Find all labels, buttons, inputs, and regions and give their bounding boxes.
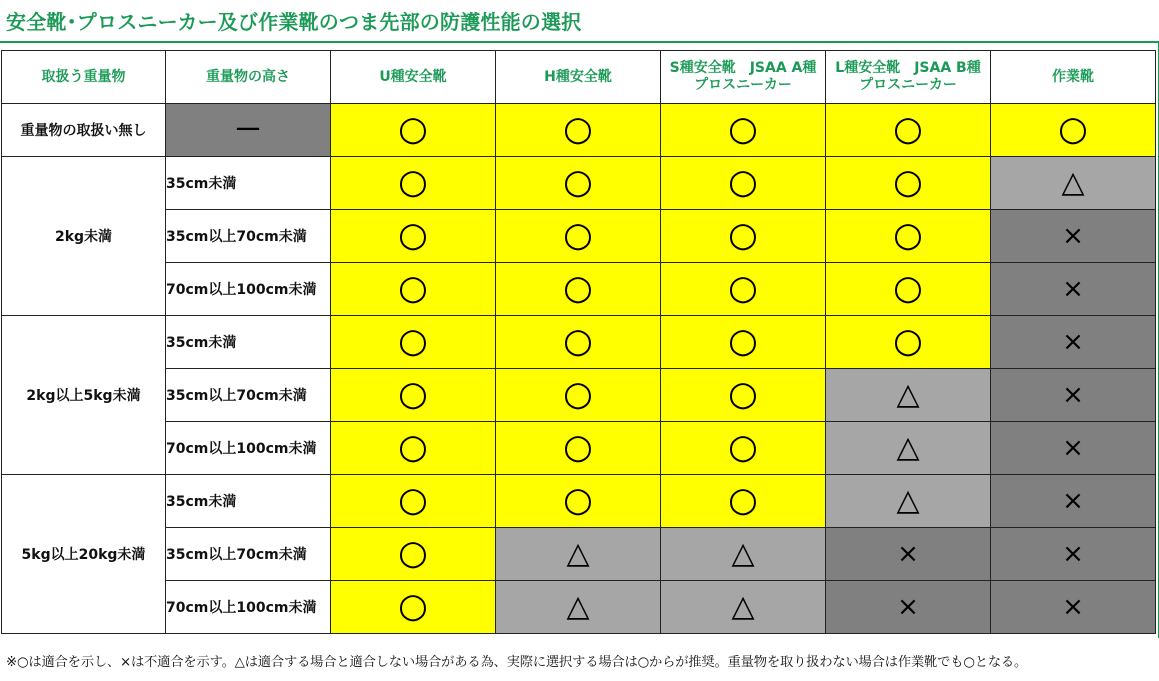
rating-cell <box>661 422 826 475</box>
unsuitable-mark: × <box>1062 221 1084 251</box>
suitable-mark: ○ <box>728 162 758 202</box>
suitable-mark: ○ <box>728 215 758 255</box>
rating-cell <box>661 263 826 316</box>
table-row <box>2 157 1156 210</box>
row-label-under-2kg: 2kg未満 <box>2 157 166 316</box>
header-l-type-line1: L種安全靴 JSAA B種 <box>835 60 981 76</box>
header-h-type: H種安全靴 <box>496 51 661 104</box>
suitable-mark: ○ <box>893 162 923 202</box>
unsuitable-mark: × <box>1062 486 1084 516</box>
rating-cell <box>826 422 991 475</box>
height-label: 70cm以上100cm未満 <box>166 422 331 475</box>
suitable-mark: ○ <box>398 109 428 149</box>
rating-cell <box>331 369 496 422</box>
rating-cell <box>496 104 661 157</box>
rating-cell <box>331 475 496 528</box>
rating-cell <box>826 528 991 581</box>
unsuitable-mark: × <box>1062 327 1084 357</box>
rating-cell <box>331 157 496 210</box>
header-weight: 取扱う重量物 <box>2 51 166 104</box>
header-s-type-line2: プロスニーカー <box>694 77 792 93</box>
rating-cell <box>991 581 1156 634</box>
rating-cell <box>496 210 661 263</box>
header-s-type-line1: S種安全靴 JSAA A種 <box>669 60 817 76</box>
rating-cell <box>991 157 1156 210</box>
suitable-mark: ○ <box>728 268 758 308</box>
rating-cell <box>496 581 661 634</box>
conditional-mark: △ <box>731 536 755 571</box>
page-title: 安全靴･プロスニーカー及び作業靴のつま先部の防護性能の選択 <box>6 10 582 34</box>
rating-cell <box>991 369 1156 422</box>
suitable-mark: ○ <box>893 215 923 255</box>
rating-cell <box>331 263 496 316</box>
height-label: 70cm以上100cm未満 <box>166 263 331 316</box>
rating-cell <box>991 316 1156 369</box>
row-label-2-to-5kg: 2kg以上5kg未満 <box>2 316 166 475</box>
rating-cell <box>991 528 1156 581</box>
suitable-mark: ○ <box>398 162 428 202</box>
suitable-mark: ○ <box>563 321 593 361</box>
suitable-mark: ○ <box>893 268 923 308</box>
suitable-mark: ○ <box>563 480 593 520</box>
suitable-mark: ○ <box>398 533 428 573</box>
height-label: 35cm以上70cm未満 <box>166 528 331 581</box>
suitable-mark: ○ <box>563 215 593 255</box>
footnote: ※○は適合を示し、×は不適合を示す。△は適合する場合と適合しない場合がある為、実際に選択する場合は○からが推奨。重量物を取り扱わない場合は作業靴でも○となる。 <box>6 655 1028 670</box>
table-row <box>2 316 1156 369</box>
table-row <box>2 263 1156 316</box>
suitable-mark: ○ <box>398 215 428 255</box>
unsuitable-mark: × <box>1062 380 1084 410</box>
rating-cell <box>661 157 826 210</box>
table-row <box>2 581 1156 634</box>
rating-cell <box>496 528 661 581</box>
header-u-type: U種安全靴 <box>331 51 496 104</box>
height-label: 35cm未満 <box>166 157 331 210</box>
rating-cell <box>826 475 991 528</box>
header-l-type-line2: プロスニーカー <box>859 77 957 93</box>
rating-cell <box>661 316 826 369</box>
rating-cell <box>496 475 661 528</box>
rating-cell <box>826 157 991 210</box>
rating-cell <box>991 422 1156 475</box>
rating-cell <box>661 528 826 581</box>
rating-cell <box>331 528 496 581</box>
rating-cell <box>991 104 1156 157</box>
suitable-mark: ○ <box>398 586 428 626</box>
rating-cell <box>991 263 1156 316</box>
suitable-mark: ○ <box>398 268 428 308</box>
rating-cell <box>496 369 661 422</box>
rating-cell <box>496 263 661 316</box>
suitable-mark: ○ <box>728 374 758 414</box>
suitable-mark: ○ <box>398 480 428 520</box>
rating-cell <box>661 104 826 157</box>
title-underline <box>0 41 1159 43</box>
unsuitable-mark: × <box>897 592 919 622</box>
header-l-type <box>826 51 991 104</box>
height-label: 35cm以上70cm未満 <box>166 210 331 263</box>
rating-cell <box>826 369 991 422</box>
table-row <box>2 369 1156 422</box>
suitable-mark: ○ <box>893 109 923 149</box>
suitable-mark: ○ <box>1058 109 1088 149</box>
suitable-mark: ○ <box>563 374 593 414</box>
rating-cell <box>661 581 826 634</box>
suitable-mark: ○ <box>728 427 758 467</box>
suitable-mark: ○ <box>893 321 923 361</box>
rating-cell <box>826 316 991 369</box>
rating-cell <box>331 581 496 634</box>
conditional-mark: △ <box>1061 165 1085 200</box>
not-applicable-dash: － <box>233 113 262 146</box>
suitable-mark: ○ <box>563 427 593 467</box>
suitable-mark: ○ <box>728 109 758 149</box>
row-label-none: 重量物の取扱い無し <box>2 104 166 157</box>
suitable-mark: ○ <box>728 480 758 520</box>
rating-cell <box>496 157 661 210</box>
rating-cell <box>661 210 826 263</box>
height-label: 70cm以上100cm未満 <box>166 581 331 634</box>
rating-cell <box>496 422 661 475</box>
rating-cell <box>331 210 496 263</box>
suitable-mark: ○ <box>398 321 428 361</box>
rating-cell <box>826 263 991 316</box>
table-row <box>2 475 1156 528</box>
conditional-mark: △ <box>896 377 920 412</box>
header-height: 重量物の高さ <box>166 51 331 104</box>
unsuitable-mark: × <box>1062 433 1084 463</box>
header-s-type <box>661 51 826 104</box>
suitable-mark: ○ <box>398 374 428 414</box>
selection-table <box>1 50 1156 634</box>
suitable-mark: ○ <box>398 427 428 467</box>
header-work-shoes: 作業靴 <box>991 51 1156 104</box>
table-row <box>2 528 1156 581</box>
table-row <box>2 422 1156 475</box>
suitable-mark: ○ <box>563 268 593 308</box>
rating-cell <box>331 316 496 369</box>
rating-cell <box>826 104 991 157</box>
rating-cell <box>331 104 496 157</box>
row-label-5-to-20kg: 5kg以上20kg未満 <box>2 475 166 634</box>
table-row <box>2 104 1156 157</box>
conditional-mark: △ <box>731 589 755 624</box>
height-label: 35cm未満 <box>166 316 331 369</box>
height-not-applicable <box>166 104 331 157</box>
rating-cell <box>991 210 1156 263</box>
conditional-mark: △ <box>896 483 920 518</box>
table-row <box>2 210 1156 263</box>
suitable-mark: ○ <box>728 321 758 361</box>
suitable-mark: ○ <box>563 109 593 149</box>
rating-cell <box>331 422 496 475</box>
header-row <box>2 51 1156 104</box>
rating-cell <box>826 581 991 634</box>
rating-cell <box>661 475 826 528</box>
unsuitable-mark: × <box>1062 274 1084 304</box>
conditional-mark: △ <box>566 536 590 571</box>
rating-cell <box>826 210 991 263</box>
height-label: 35cm以上70cm未満 <box>166 369 331 422</box>
conditional-mark: △ <box>896 430 920 465</box>
conditional-mark: △ <box>566 589 590 624</box>
rating-cell <box>991 475 1156 528</box>
rating-cell <box>496 316 661 369</box>
unsuitable-mark: × <box>897 539 919 569</box>
rating-cell <box>661 369 826 422</box>
height-label: 35cm未満 <box>166 475 331 528</box>
unsuitable-mark: × <box>1062 592 1084 622</box>
suitable-mark: ○ <box>563 162 593 202</box>
unsuitable-mark: × <box>1062 539 1084 569</box>
